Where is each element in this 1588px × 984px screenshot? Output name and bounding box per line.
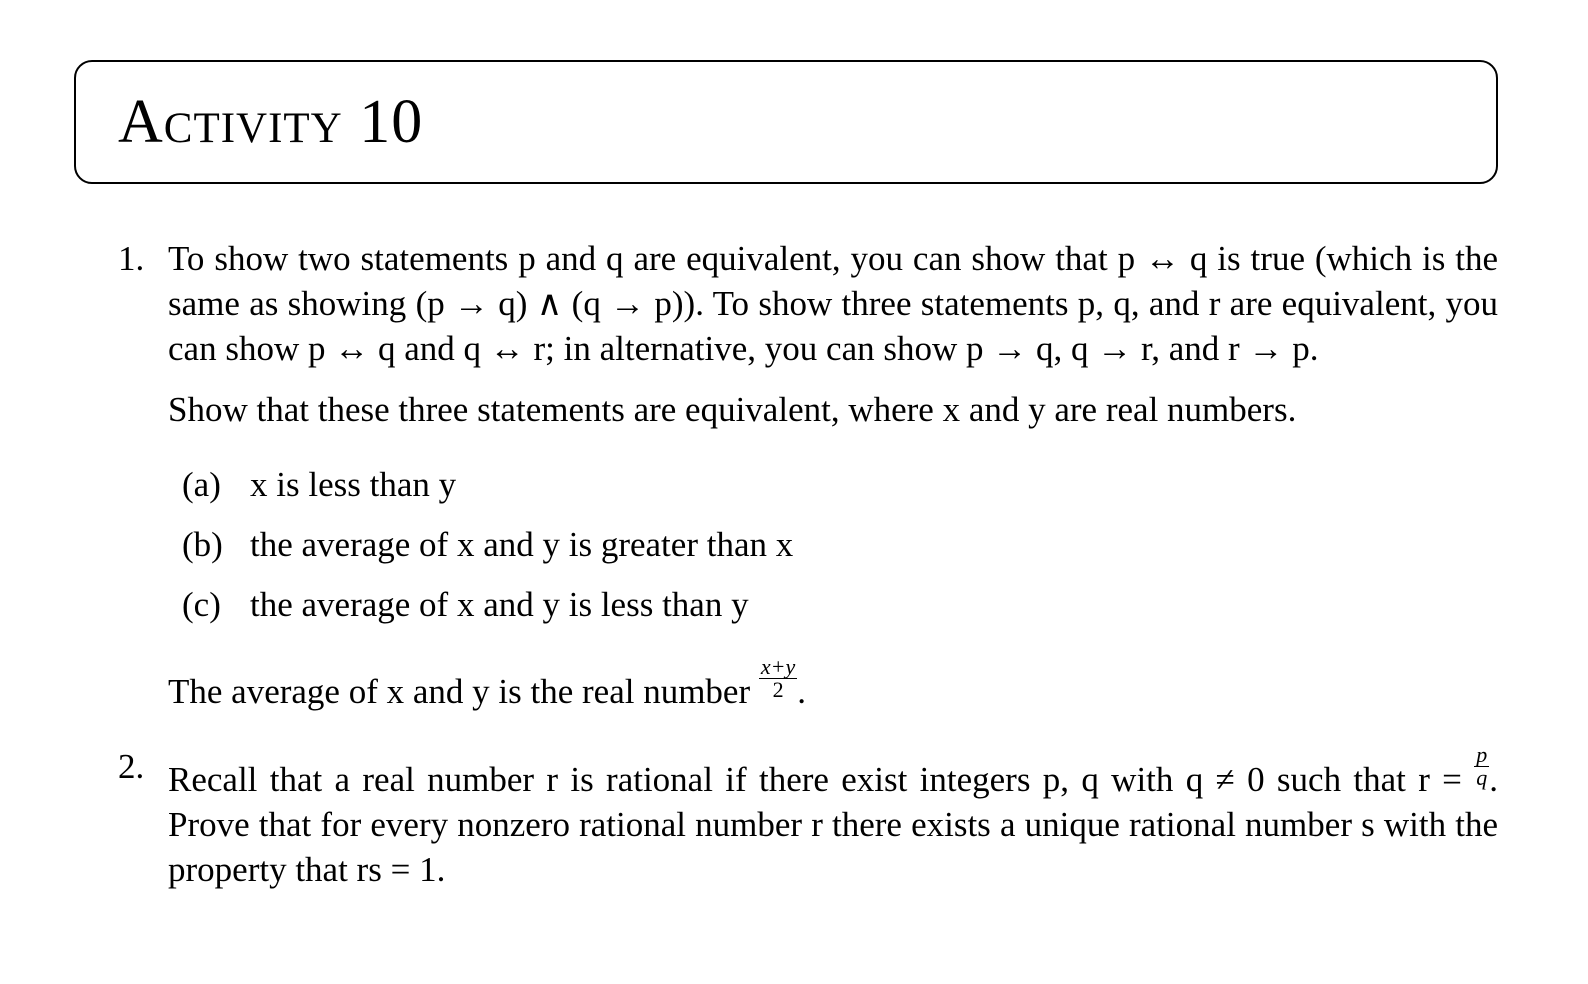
problem-1-parts <box>168 462 1498 642</box>
part-a-label: (a) <box>182 465 221 504</box>
problem-1-task: Show that these three statements are equivalent, where x and y are real numbers. <box>168 390 1297 429</box>
part-c-label: (c) <box>182 585 221 624</box>
part-a-text: x is less than y <box>250 465 457 504</box>
problem-1-part-a <box>182 462 1498 522</box>
rational-fraction-numerator: p <box>1476 742 1488 767</box>
part-b-text: the average of x and y is greater than x <box>250 525 794 564</box>
problem-list <box>118 236 1498 892</box>
part-b-label: (b) <box>182 525 223 564</box>
average-note-text: The average of x and y is the real number <box>168 672 751 711</box>
activity-header-box <box>74 60 1498 184</box>
problem-2-text-start: Recall that a real number r is rational if there exist integers p, q with q ≠ 0 such that r = <box>168 760 1462 799</box>
problem-1-average-note <box>168 656 1498 714</box>
problem-2-text <box>168 744 1498 892</box>
problem-1-part-b <box>182 522 1498 582</box>
average-fraction-numerator: x+y <box>760 654 796 679</box>
activity-title: Activity 10 <box>118 88 424 156</box>
problem-1-part-c <box>182 582 1498 642</box>
problem-2 <box>118 744 1498 892</box>
rational-fraction <box>1474 744 1489 789</box>
problem-2-number: 2. <box>118 747 145 786</box>
problem-1-intro: To show two statements p and q are equivalent, you can show that p ↔ q is true (which is the same as showing (p → q) ∧ (q → p)). To show three statements p, q, and r are equivalent, you can show p ↔ q and q ↔ r; in alternative, you can show p → q, q → r, and r → p. <box>168 239 1498 368</box>
rational-fraction-denominator: q <box>1476 765 1488 790</box>
part-c-text: the average of x and y is less than y <box>250 585 749 624</box>
average-note-period: . <box>797 672 806 711</box>
average-fraction-denominator: 2 <box>772 677 784 702</box>
problem-2-text-end: . Prove that for every nonzero rational number r there exists a unique rational number s with the property that rs = 1. <box>168 760 1498 889</box>
problem-1 <box>118 236 1498 714</box>
problem-1-number: 1. <box>118 239 145 278</box>
average-fraction <box>759 656 797 701</box>
